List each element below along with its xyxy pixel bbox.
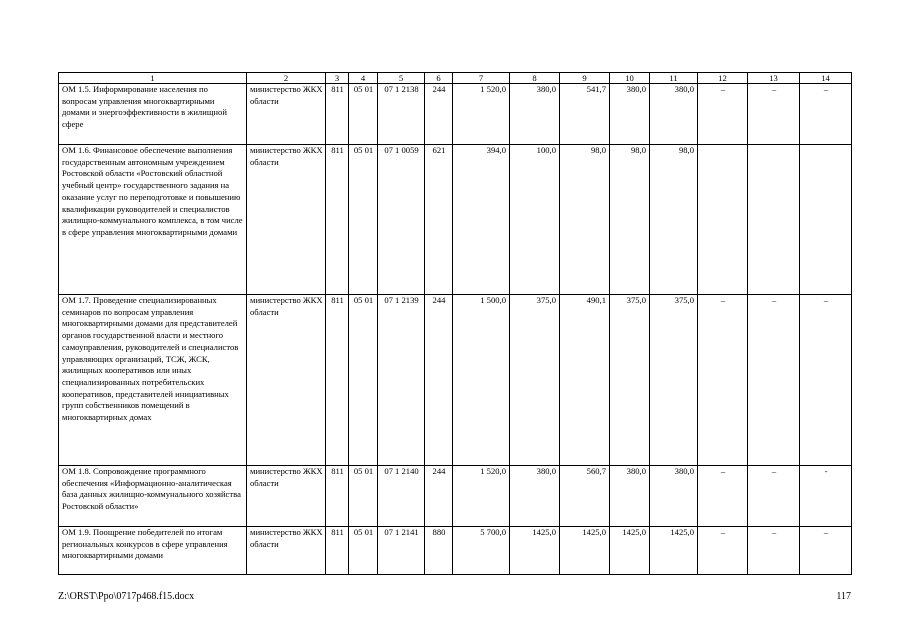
table-header-row (59, 73, 852, 84)
table-row (59, 84, 852, 145)
cell-value: – (748, 527, 800, 575)
column-header: 2 (247, 73, 326, 84)
cell-value: 380,0 (610, 84, 650, 145)
cell-value: 375,0 (610, 295, 650, 466)
column-header: 5 (378, 73, 425, 84)
cell-measure-name: ОМ 1.9. Поощрение победителей по итогам региональных конкурсов в сфере управления многоквартирными домами (59, 527, 247, 575)
cell-total: 1 500,0 (453, 295, 510, 466)
cell-executor: министерство ЖКХ области (247, 295, 326, 466)
cell-vr: 621 (425, 145, 453, 295)
cell-value: 375,0 (650, 295, 698, 466)
cell-total: 394,0 (453, 145, 510, 295)
page-number: 117 (836, 591, 851, 602)
document-path: Z:\ORST\Ppo\0717p468.f15.docx (58, 591, 195, 602)
cell-value: – (800, 84, 852, 145)
cell-grbs: 811 (326, 145, 349, 295)
cell-value: 380,0 (650, 466, 698, 527)
column-header: 8 (510, 73, 560, 84)
cell-rzpr: 05 01 (349, 295, 378, 466)
cell-value (800, 145, 852, 295)
column-header: 1 (59, 73, 247, 84)
column-header: 11 (650, 73, 698, 84)
cell-value: 98,0 (560, 145, 610, 295)
cell-csr: 07 1 2138 (378, 84, 425, 145)
cell-value: – (748, 295, 800, 466)
cell-rzpr: 05 01 (349, 84, 378, 145)
table-row (59, 145, 852, 295)
cell-value: 1425,0 (650, 527, 698, 575)
cell-vr: 244 (425, 84, 453, 145)
column-header: 10 (610, 73, 650, 84)
table-row (59, 466, 852, 527)
cell-value: – (800, 527, 852, 575)
cell-value: – (698, 466, 748, 527)
cell-value: 560,7 (560, 466, 610, 527)
cell-value (748, 145, 800, 295)
cell-value: 541,7 (560, 84, 610, 145)
column-header: 14 (800, 73, 852, 84)
cell-executor: министерство ЖКХ области (247, 527, 326, 575)
cell-csr: 07 1 2140 (378, 466, 425, 527)
cell-rzpr: 05 01 (349, 527, 378, 575)
cell-measure-name: ОМ 1.6. Финансовое обеспечение выполнения государственным автономным учреждением Ростовской области «Ростовский областной учебный центр» государственного задания на оказание услуг по переподготовке и повышению квалификации руководителей и специалистов жилищно-коммунального комплекса, в том числе в сфере управления многоквартирными домами (59, 145, 247, 295)
cell-vr: 244 (425, 295, 453, 466)
cell-rzpr: 05 01 (349, 466, 378, 527)
cell-rzpr: 05 01 (349, 145, 378, 295)
cell-value: 380,0 (510, 84, 560, 145)
cell-csr: 07 1 2139 (378, 295, 425, 466)
cell-grbs: 811 (326, 466, 349, 527)
cell-value: 380,0 (610, 466, 650, 527)
cell-total: 1 520,0 (453, 466, 510, 527)
cell-value: – (698, 295, 748, 466)
cell-executor: министерство ЖКХ области (247, 84, 326, 145)
column-header: 3 (326, 73, 349, 84)
cell-csr: 07 1 2141 (378, 527, 425, 575)
cell-value: – (698, 527, 748, 575)
cell-grbs: 811 (326, 84, 349, 145)
column-header: 6 (425, 73, 453, 84)
cell-value: 98,0 (650, 145, 698, 295)
cell-total: 1 520,0 (453, 84, 510, 145)
cell-value: – (698, 84, 748, 145)
cell-executor: министерство ЖКХ области (247, 466, 326, 527)
cell-value: – (800, 295, 852, 466)
column-header: 4 (349, 73, 378, 84)
cell-value: 490,1 (560, 295, 610, 466)
cell-measure-name: ОМ 1.5. Информирование населения по вопросам управления многоквартирными домами и энергоэффективности в жилищной сфере (59, 84, 247, 145)
table-row (59, 527, 852, 575)
cell-vr: 244 (425, 466, 453, 527)
column-header: 13 (748, 73, 800, 84)
cell-csr: 07 1 0059 (378, 145, 425, 295)
cell-value: 1425,0 (560, 527, 610, 575)
cell-grbs: 811 (326, 295, 349, 466)
cell-executor: министерство ЖКХ области (247, 145, 326, 295)
cell-vr: 880 (425, 527, 453, 575)
cell-value: 98,0 (610, 145, 650, 295)
column-header: 9 (560, 73, 610, 84)
cell-value: – (748, 84, 800, 145)
cell-grbs: 811 (326, 527, 349, 575)
cell-value (698, 145, 748, 295)
cell-value: 375,0 (510, 295, 560, 466)
budget-table (58, 72, 852, 575)
cell-value: 1425,0 (610, 527, 650, 575)
cell-value: 100,0 (510, 145, 560, 295)
cell-value: 1425,0 (510, 527, 560, 575)
cell-measure-name: ОМ 1.8. Сопровождение программного обеспечения «Информационно-аналитическая база данных жилищно-коммунального хозяйства Ростовской области» (59, 466, 247, 527)
column-header: 7 (453, 73, 510, 84)
table-row (59, 295, 852, 466)
cell-value: – (748, 466, 800, 527)
cell-measure-name: ОМ 1.7. Проведение специализированных семинаров по вопросам управления многоквартирными домами для представителей органов государственной власти и местного самоуправления, руководителей и специалистов управляющих организаций, ТСЖ, ЖСК, жилищных кооперативов или иных специализированных потребительских кооперативов, представителей инициативных групп собственников помещений в многоквартирных домах (59, 295, 247, 466)
cell-value: - (800, 466, 852, 527)
column-header: 12 (698, 73, 748, 84)
cell-total: 5 700,0 (453, 527, 510, 575)
cell-value: 380,0 (650, 84, 698, 145)
cell-value: 380,0 (510, 466, 560, 527)
